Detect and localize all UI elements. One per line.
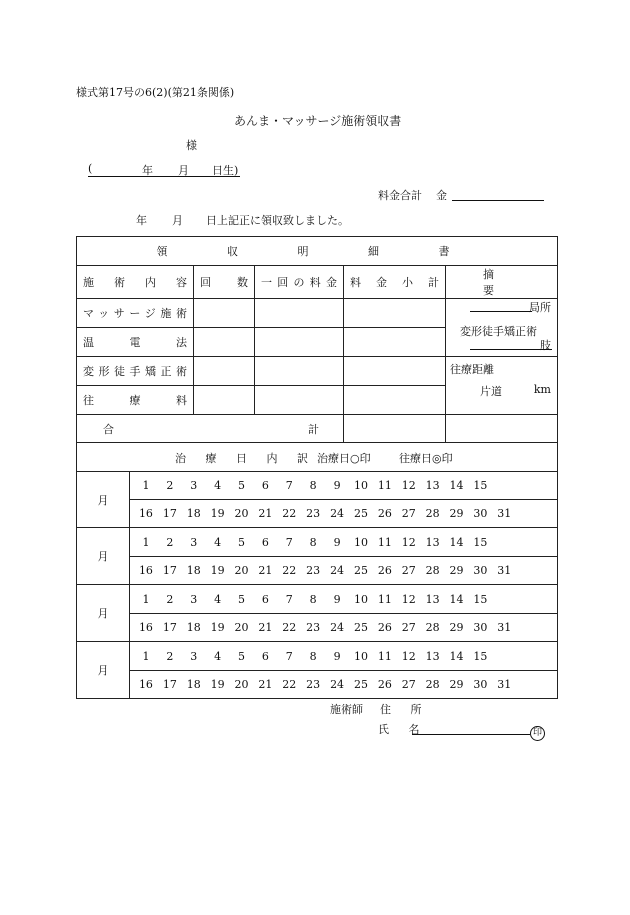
day-number[interactable]: 20 — [234, 507, 249, 520]
document-title: あんま・マッサージ施術領収書 — [234, 114, 402, 128]
birth-year: 年 — [142, 164, 153, 177]
day-number[interactable]: 16 — [138, 621, 153, 634]
month-label-1: 月 — [77, 472, 130, 528]
day-number[interactable]: 22 — [282, 564, 297, 577]
day-number[interactable]: 23 — [306, 678, 321, 691]
day-number[interactable]: 29 — [449, 621, 464, 634]
day-number[interactable]: 29 — [449, 678, 464, 691]
day-number[interactable]: 3 — [190, 592, 198, 606]
day-number[interactable]: 21 — [258, 678, 273, 691]
item-massage: マッサージ施術 — [77, 299, 194, 328]
cell-massage-subtotal[interactable] — [344, 299, 446, 328]
day-number[interactable]: 17 — [162, 678, 177, 691]
day-number[interactable]: 10 — [353, 479, 368, 492]
day-number[interactable]: 24 — [330, 678, 345, 691]
total-row-label — [77, 415, 344, 443]
day-number[interactable]: 15 — [473, 535, 488, 549]
col-header-count: 回数 — [194, 266, 255, 299]
day-number[interactable]: 23 — [306, 507, 321, 520]
day-number[interactable]: 7 — [285, 535, 293, 549]
day-number[interactable]: 5 — [238, 592, 245, 606]
day-number[interactable]: 12 — [401, 592, 416, 606]
item-onden: 温電法 — [77, 328, 194, 357]
day-number[interactable]: 22 — [282, 621, 297, 634]
col-header-unit-fee: 一回の料金 — [255, 266, 344, 299]
days-row-3a[interactable] — [130, 585, 558, 614]
days-row-2a[interactable] — [130, 528, 558, 557]
day-number[interactable]: 28 — [425, 621, 440, 634]
day-number[interactable]: 18 — [186, 621, 201, 634]
days-row-1a[interactable] — [130, 472, 558, 500]
name-line[interactable] — [412, 734, 530, 735]
day-number[interactable]: 21 — [258, 507, 273, 520]
office-line[interactable] — [470, 311, 532, 312]
day-number[interactable]: 18 — [186, 564, 201, 577]
total-left: 合 — [103, 423, 114, 436]
day-number[interactable]: 31 — [497, 564, 512, 577]
days-row-3b[interactable] — [130, 614, 558, 642]
item-henkei: 変形徒手矯正術 — [77, 357, 194, 386]
day-number[interactable]: 8 — [309, 535, 317, 549]
day-number[interactable]: 18 — [186, 678, 201, 691]
day-number[interactable]: 28 — [425, 507, 440, 520]
day-number[interactable]: 30 — [473, 621, 488, 634]
cell-massage-fee[interactable] — [255, 299, 344, 328]
day-number[interactable]: 25 — [353, 564, 368, 577]
day-number[interactable]: 11 — [377, 592, 392, 606]
birth-date-line — [88, 162, 240, 177]
cell-ouryo-count[interactable] — [194, 386, 255, 415]
day-number[interactable]: 13 — [425, 592, 440, 606]
cell-total-remarks[interactable] — [446, 415, 558, 443]
day-number[interactable]: 1 — [142, 649, 150, 663]
days-row-1b[interactable] — [130, 500, 558, 528]
day-number[interactable]: 3 — [190, 649, 198, 663]
day-number[interactable]: 20 — [234, 621, 249, 634]
schedule-legend-treatment: 治療日○印 — [317, 452, 371, 465]
cell-ouryo-fee[interactable] — [255, 386, 344, 415]
day-number[interactable]: 22 — [282, 678, 297, 691]
day-number[interactable]: 6 — [261, 535, 269, 549]
day-number[interactable]: 29 — [449, 564, 464, 577]
days-row-4a[interactable] — [130, 642, 558, 671]
day-number[interactable]: 31 — [497, 507, 512, 520]
day-number[interactable]: 28 — [425, 564, 440, 577]
day-number[interactable]: 21 — [258, 621, 273, 634]
day-number[interactable]: 9 — [333, 592, 341, 606]
cell-massage-count[interactable] — [194, 299, 255, 328]
day-number[interactable]: 12 — [401, 649, 416, 663]
col-header-subtotal: 料金小計 — [344, 266, 446, 299]
oneway-label: 片道 — [480, 385, 502, 398]
day-number[interactable]: 1 — [142, 592, 150, 606]
day-number[interactable]: 10 — [353, 649, 368, 663]
day-number[interactable]: 21 — [258, 564, 273, 577]
day-number[interactable]: 11 — [377, 649, 392, 663]
day-number[interactable]: 26 — [377, 507, 392, 520]
day-number[interactable]: 19 — [210, 678, 225, 691]
day-number[interactable]: 6 — [261, 592, 269, 606]
schedule-legend-visit: 往療日◎印 — [399, 452, 453, 465]
day-number[interactable]: 9 — [333, 479, 341, 492]
remarks-area-2 — [446, 357, 558, 415]
day-number[interactable]: 9 — [333, 535, 341, 549]
day-number[interactable]: 30 — [473, 564, 488, 577]
day-number[interactable]: 27 — [401, 621, 416, 634]
day-number[interactable]: 14 — [449, 592, 464, 606]
day-number[interactable]: 12 — [401, 535, 416, 549]
day-number[interactable]: 8 — [309, 479, 317, 492]
schedule-title: 治 療 日 内 訳 — [175, 452, 316, 465]
days-row-2b[interactable] — [130, 557, 558, 585]
month-label-2: 月 — [77, 528, 130, 585]
office-suffix: 局所 — [529, 301, 551, 314]
receipt-year: 年 — [136, 214, 147, 227]
day-number[interactable]: 25 — [353, 621, 368, 634]
day-number[interactable]: 10 — [353, 592, 368, 606]
day-number[interactable]: 24 — [330, 621, 345, 634]
day-number[interactable]: 26 — [377, 621, 392, 634]
day-number[interactable]: 13 — [425, 479, 440, 492]
limb-suffix: 肢 — [540, 339, 551, 352]
day-number[interactable]: 7 — [285, 649, 293, 663]
total-unit: 金 — [436, 189, 447, 202]
section-title: 領 収 明 細 書 — [77, 237, 558, 266]
total-label: 料金合計 — [378, 189, 422, 202]
day-number[interactable]: 10 — [353, 535, 368, 549]
day-number[interactable]: 31 — [497, 621, 512, 634]
day-number[interactable]: 2 — [166, 649, 174, 663]
day-number[interactable]: 25 — [353, 507, 368, 520]
day-number[interactable]: 2 — [166, 479, 174, 492]
total-right: 計 — [308, 423, 319, 436]
remarks-area-1 — [446, 299, 558, 357]
cell-ouryo-subtotal[interactable] — [344, 386, 446, 415]
day-number[interactable]: 23 — [306, 621, 321, 634]
cell-henkei-count[interactable] — [194, 357, 255, 386]
col-header-content: 施術内容 — [77, 266, 194, 299]
day-number[interactable]: 30 — [473, 678, 488, 691]
day-number[interactable]: 13 — [425, 649, 440, 663]
day-number[interactable]: 19 — [210, 621, 225, 634]
day-number[interactable]: 7 — [285, 479, 293, 492]
day-number[interactable]: 9 — [333, 649, 341, 663]
day-number[interactable]: 15 — [473, 479, 488, 492]
total-amount-line[interactable] — [452, 200, 544, 201]
day-number[interactable]: 5 — [238, 535, 245, 549]
day-number[interactable]: 4 — [214, 535, 222, 549]
day-number[interactable]: 4 — [214, 649, 222, 663]
day-number[interactable]: 17 — [162, 507, 177, 520]
day-number[interactable]: 19 — [210, 507, 225, 520]
day-number[interactable]: 20 — [234, 564, 249, 577]
day-number[interactable]: 8 — [309, 649, 317, 663]
day-number[interactable]: 26 — [377, 678, 392, 691]
day-number[interactable]: 28 — [425, 678, 440, 691]
day-number[interactable]: 3 — [190, 535, 198, 549]
day-number[interactable]: 17 — [162, 621, 177, 634]
day-number[interactable]: 14 — [449, 649, 464, 663]
day-number[interactable]: 7 — [285, 592, 293, 606]
distance-unit: km — [533, 383, 551, 396]
day-number[interactable]: 8 — [309, 592, 317, 606]
cell-henkei-subtotal[interactable] — [344, 357, 446, 386]
day-number[interactable]: 30 — [473, 507, 488, 520]
day-number[interactable]: 12 — [401, 479, 416, 492]
distance-label: 往療距離 — [450, 363, 494, 376]
cell-onden-subtotal[interactable] — [344, 328, 446, 357]
receipt-statement: 日上記正に領収致しました。 — [206, 214, 349, 227]
seal-icon: 印 — [530, 720, 545, 741]
cell-onden-fee[interactable] — [255, 328, 344, 357]
day-number[interactable]: 27 — [401, 678, 416, 691]
day-number[interactable]: 16 — [138, 507, 153, 520]
cell-onden-count[interactable] — [194, 328, 255, 357]
day-number[interactable]: 11 — [377, 535, 392, 549]
day-number[interactable]: 15 — [473, 649, 488, 663]
practitioner-label: 施術師 — [330, 703, 363, 716]
day-number[interactable]: 2 — [166, 592, 174, 606]
day-number[interactable]: 26 — [377, 564, 392, 577]
day-number[interactable]: 6 — [261, 649, 269, 663]
day-number[interactable]: 3 — [190, 479, 198, 492]
day-number[interactable]: 24 — [330, 507, 345, 520]
day-number[interactable]: 17 — [162, 564, 177, 577]
day-number[interactable]: 13 — [425, 535, 440, 549]
month-label-3: 月 — [77, 585, 130, 642]
day-number[interactable]: 2 — [166, 535, 174, 549]
day-number[interactable]: 18 — [186, 507, 201, 520]
day-number[interactable]: 1 — [142, 479, 150, 492]
days-row-4b[interactable] — [130, 671, 558, 699]
day-number[interactable]: 4 — [214, 592, 222, 606]
cell-henkei-fee[interactable] — [255, 357, 344, 386]
address-label: 住 所 — [380, 703, 430, 716]
day-number[interactable]: 5 — [238, 479, 245, 492]
receipt-table — [76, 236, 558, 699]
birth-month: 月 — [178, 164, 189, 177]
day-number[interactable]: 16 — [138, 564, 153, 577]
day-number[interactable]: 5 — [238, 649, 245, 663]
day-number[interactable]: 14 — [449, 479, 464, 492]
name-label: 氏 名 — [378, 723, 428, 736]
day-number[interactable]: 19 — [210, 564, 225, 577]
remarks-henkei: 変形徒手矯正術 — [460, 325, 537, 338]
day-number[interactable]: 11 — [377, 479, 392, 492]
day-number[interactable]: 27 — [401, 564, 416, 577]
day-number[interactable]: 4 — [214, 479, 222, 492]
schedule-header — [77, 443, 558, 472]
day-number[interactable]: 24 — [330, 564, 345, 577]
day-number[interactable]: 1 — [142, 535, 150, 549]
day-number[interactable]: 14 — [449, 535, 464, 549]
day-number[interactable]: 31 — [497, 678, 512, 691]
birth-open: ( — [88, 162, 93, 175]
birth-day: 日生) — [212, 164, 239, 177]
day-number[interactable]: 20 — [234, 678, 249, 691]
addressee-suffix: 様 — [186, 139, 197, 152]
day-number[interactable]: 6 — [261, 479, 269, 492]
month-label-4: 月 — [77, 642, 130, 699]
day-number[interactable]: 15 — [473, 592, 488, 606]
cell-total-amount[interactable] — [344, 415, 446, 443]
day-number[interactable]: 25 — [353, 678, 368, 691]
day-number[interactable]: 23 — [306, 564, 321, 577]
receipt-month: 月 — [172, 214, 183, 227]
col-header-remarks: 摘 要 — [446, 266, 558, 299]
form-number: 様式第17号の6(2)(第21条関係) — [76, 86, 235, 99]
day-number[interactable]: 27 — [401, 507, 416, 520]
day-number[interactable]: 29 — [449, 507, 464, 520]
day-number[interactable]: 22 — [282, 507, 297, 520]
item-ouryo: 往療料 — [77, 386, 194, 415]
day-number[interactable]: 16 — [138, 678, 153, 691]
